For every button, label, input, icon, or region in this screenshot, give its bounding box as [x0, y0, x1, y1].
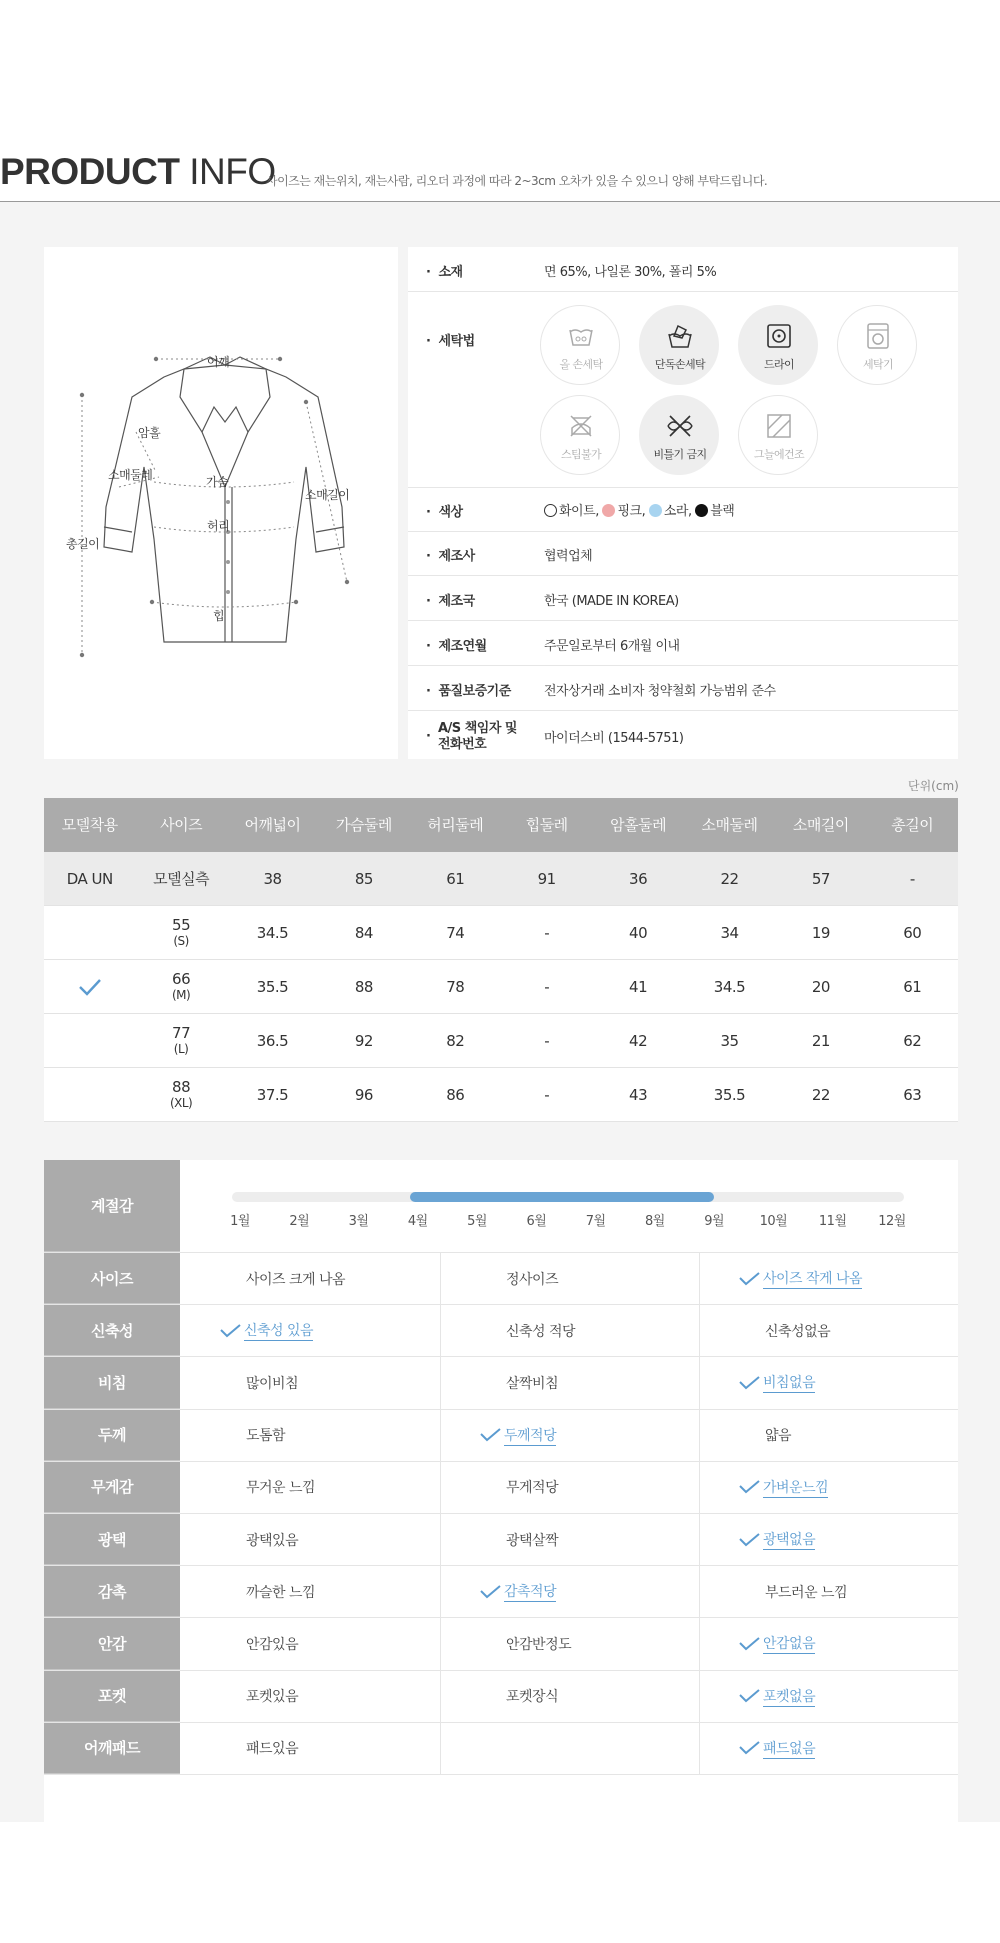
measure-cell: - — [544, 978, 550, 996]
divider — [440, 1305, 441, 1356]
month-label: 11월 — [818, 1214, 847, 1229]
wash-separate — [639, 305, 719, 385]
model-cell: DA UN — [66, 870, 113, 888]
wash-shade-dry-label: 그늘에건조 — [753, 448, 805, 461]
feature-option-selected — [739, 1514, 948, 1565]
season-row — [44, 1160, 958, 1253]
option-text: 패드있음 — [246, 1741, 299, 1758]
wash-shade-dry — [738, 395, 818, 475]
wash-no-wring — [639, 395, 719, 475]
measure-cell: 43 — [629, 1086, 648, 1104]
check-icon — [739, 1741, 761, 1755]
measure-cell: 40 — [629, 924, 648, 942]
header-cell: 어깨넓이 — [244, 816, 301, 834]
size-value: 66 — [172, 970, 191, 988]
feature-row — [44, 1671, 958, 1723]
option-text: 비침없음 — [763, 1372, 815, 1393]
feature-option — [246, 1723, 455, 1774]
wash-dry — [738, 305, 818, 385]
header-cell: 암홀둘레 — [610, 816, 667, 834]
size-row — [44, 906, 958, 960]
feature-option-selected — [739, 1671, 948, 1722]
no-steam-icon — [567, 412, 595, 440]
option-text: 신축성 적당 — [506, 1323, 576, 1340]
label-total-length: 총길이 — [66, 537, 100, 551]
check-icon — [739, 1376, 761, 1390]
feature-row — [44, 1723, 958, 1775]
check-icon — [739, 1637, 761, 1651]
product-info-header — [0, 150, 1000, 202]
size-cell — [135, 960, 226, 1014]
header-cell: 모델착용 — [61, 816, 118, 834]
divider — [699, 1410, 700, 1461]
date-label: · 제조연월 — [426, 635, 487, 654]
as-label-line1: A/S 책임자 및 — [438, 721, 517, 736]
option-text: 광택살짝 — [506, 1532, 559, 1549]
feature-label: 어깨패드 — [44, 1723, 180, 1774]
feature-option-selected — [739, 1253, 948, 1304]
month-label: 3월 — [348, 1214, 369, 1229]
date-value: 주문일로부터 6개월 이내 — [544, 639, 680, 654]
color-label: · 색상 — [426, 501, 463, 520]
header-cell: 허리둘레 — [427, 816, 484, 834]
size-row — [44, 1068, 958, 1122]
measure-cell: 19 — [811, 924, 830, 942]
season-range-fill — [410, 1192, 714, 1202]
measure-cell: 62 — [903, 1032, 922, 1050]
month-label: 10월 — [759, 1214, 788, 1229]
feature-label: 포켓 — [44, 1671, 180, 1722]
feature-option — [765, 1410, 974, 1461]
size-cell — [135, 1014, 226, 1068]
divider — [699, 1566, 700, 1617]
measure-cell: 20 — [811, 978, 830, 996]
washing-machine-icon — [864, 322, 892, 350]
as-label: · A/S 책임자 및 전화번호 — [426, 721, 517, 752]
unit-label: 단위(cm) — [908, 779, 959, 793]
quality-row — [408, 666, 958, 711]
label-sleeve-hem: 소매둘레 — [108, 468, 153, 482]
option-text: 가벼운느낌 — [763, 1477, 828, 1498]
info-panel — [0, 202, 1000, 1822]
swatch-sky — [649, 504, 662, 517]
size-row — [44, 1014, 958, 1068]
material-row — [408, 247, 958, 292]
title-bold: PRODUCT — [0, 151, 180, 192]
label-shoulder: 어깨 — [207, 355, 230, 369]
option-text: 패드없음 — [763, 1738, 815, 1759]
measure-cell: 84 — [354, 924, 373, 942]
size-value: 77 — [172, 1024, 191, 1042]
option-text: 부드러운 느낌 — [765, 1584, 848, 1601]
country-row — [408, 576, 958, 621]
feature-option — [765, 1566, 974, 1617]
feature-option — [246, 1671, 455, 1722]
country-value: 한국 (MADE IN KOREA) — [544, 594, 679, 609]
header-cell: 총길이 — [891, 816, 934, 834]
feature-option — [246, 1253, 455, 1304]
washing-row — [408, 292, 958, 488]
check-icon — [220, 1324, 242, 1338]
check-icon — [480, 1585, 502, 1599]
model-cell: 38 — [263, 870, 282, 888]
model-cell: 61 — [446, 870, 465, 888]
material-label: · 소재 — [426, 261, 463, 280]
model-cell: 85 — [354, 870, 373, 888]
feature-label: 신축성 — [44, 1305, 180, 1356]
swatch-black — [695, 504, 708, 517]
wash-hand-label: 올 손세탁 — [559, 358, 603, 371]
wash-separate-label: 단독손세탁 — [654, 358, 706, 371]
wash-no-wring-label: 비틀기 금지 — [653, 448, 707, 461]
season-label: 계절감 — [44, 1160, 180, 1252]
feature-option — [246, 1566, 455, 1617]
quality-label: · 품질보증기준 — [426, 680, 511, 699]
model-cell: 91 — [537, 870, 556, 888]
feature-option-selected — [220, 1305, 429, 1356]
measure-cell: - — [544, 1086, 550, 1104]
feature-row — [44, 1410, 958, 1462]
maker-value: 협력업체 — [544, 549, 593, 564]
feature-row — [44, 1305, 958, 1357]
maker-label: · 제조사 — [426, 545, 475, 564]
color-sky: 소라 — [663, 504, 688, 519]
as-row — [408, 711, 958, 759]
material-value: 면 65%, 나일론 30%, 폴리 5% — [544, 265, 717, 280]
wash-machine-label: 세탁기 — [862, 358, 894, 371]
model-cell: - — [909, 870, 915, 888]
feature-option — [506, 1671, 715, 1722]
feature-label: 안감 — [44, 1618, 180, 1669]
date-row — [408, 621, 958, 666]
option-text: 광택있음 — [246, 1532, 299, 1549]
feature-option-selected — [739, 1357, 948, 1408]
option-text: 도톰함 — [246, 1428, 286, 1445]
month-label: 6월 — [526, 1214, 547, 1229]
color-values: 화이트, 핑크, 소라, 블랙 — [544, 500, 734, 519]
model-wear-cell — [44, 960, 135, 1014]
size-value: 88 — [172, 1078, 191, 1096]
feature-option — [246, 1410, 455, 1461]
option-text: 안감반정도 — [506, 1636, 572, 1653]
check-icon — [480, 1428, 502, 1442]
feature-label: 무게감 — [44, 1462, 180, 1513]
wash-no-steam — [540, 395, 620, 475]
feature-label: 두께 — [44, 1410, 180, 1461]
swatch-pink — [602, 504, 615, 517]
option-text: 포켓있음 — [246, 1689, 299, 1706]
measure-cell: 35.5 — [256, 978, 289, 996]
feature-row — [44, 1253, 958, 1305]
color-row — [408, 488, 958, 532]
feature-option — [765, 1305, 974, 1356]
option-text: 안감있음 — [246, 1636, 299, 1653]
measure-cell: 35.5 — [713, 1086, 746, 1104]
option-text: 광택없음 — [763, 1529, 815, 1550]
model-cell: 57 — [811, 870, 830, 888]
color-black: 블랙 — [710, 504, 735, 519]
measure-cell: 82 — [446, 1032, 465, 1050]
wash-dry-label: 드라이 — [763, 358, 795, 371]
header-cell: 가슴둘레 — [335, 816, 392, 834]
measure-cell: 34 — [720, 924, 739, 942]
measure-cell: 96 — [354, 1086, 373, 1104]
feature-row — [44, 1618, 958, 1670]
quality-value: 전자상거래 소비자 청약철회 가능범위 준수 — [544, 684, 776, 699]
garment-figure — [44, 247, 398, 759]
measure-cell: 34.5 — [256, 924, 289, 942]
model-cell: 모델실측 — [153, 870, 210, 888]
header-cell: 소매길이 — [792, 816, 849, 834]
measure-cell: 92 — [354, 1032, 373, 1050]
month-label: 8월 — [644, 1214, 665, 1229]
measure-cell: 22 — [811, 1086, 830, 1104]
feature-option-selected — [739, 1462, 948, 1513]
feature-label: 감촉 — [44, 1566, 180, 1617]
measure-cell: 60 — [903, 924, 922, 942]
option-text: 사이즈 크게 나옴 — [246, 1271, 346, 1288]
feature-option — [506, 1462, 715, 1513]
size-table-header — [44, 798, 958, 852]
wash-machine — [837, 305, 917, 385]
check-icon — [739, 1689, 761, 1703]
feature-option-selected — [480, 1566, 689, 1617]
header-cell: 소매둘레 — [701, 816, 758, 834]
month-label: 12월 — [878, 1214, 906, 1229]
label-armhole: 암홀 — [138, 426, 161, 440]
maker-row — [408, 532, 958, 576]
option-text: 무거운 느낌 — [246, 1480, 316, 1497]
model-wear-cell — [44, 1068, 135, 1122]
swatch-white — [544, 504, 557, 517]
option-text: 감촉적당 — [504, 1581, 556, 1602]
option-text: 포켓없음 — [763, 1686, 815, 1707]
color-pink: 핑크 — [617, 504, 642, 519]
as-value: 마이더스비 (1544-5751) — [544, 731, 684, 746]
measure-cell: 88 — [354, 978, 373, 996]
size-row — [44, 960, 958, 1014]
measure-cell: 35 — [720, 1032, 739, 1050]
size-sub: (S) — [173, 934, 189, 948]
feature-label: 비침 — [44, 1357, 180, 1408]
wash-no-steam-label: 스팀불가 — [560, 448, 602, 461]
check-icon — [739, 1480, 761, 1494]
month-label: 2월 — [289, 1214, 310, 1229]
separate-hand-wash-icon — [666, 322, 694, 350]
feature-option-selected — [480, 1410, 689, 1461]
feature-option — [246, 1618, 455, 1669]
size-sub: (XL) — [169, 1096, 193, 1110]
page-title — [0, 150, 276, 194]
month-label: 1월 — [230, 1214, 250, 1229]
feature-label: 광택 — [44, 1514, 180, 1565]
size-cell — [135, 906, 226, 960]
month-label: 4월 — [407, 1214, 428, 1229]
option-text: 많이비침 — [246, 1375, 299, 1392]
measure-cell: 63 — [903, 1086, 922, 1104]
feature-label: 사이즈 — [44, 1253, 180, 1304]
option-text: 까슬한 느낌 — [246, 1584, 316, 1601]
shade-dry-icon — [765, 412, 793, 440]
label-sleeve-length: 소매길이 — [305, 488, 350, 502]
feature-option-selected — [739, 1723, 948, 1774]
wash-hand — [540, 305, 620, 385]
measure-cell: 86 — [446, 1086, 465, 1104]
measure-cell: 34.5 — [713, 978, 746, 996]
title-light: INFO — [189, 151, 276, 192]
check-icon — [739, 1533, 761, 1547]
feature-row — [44, 1566, 958, 1618]
label-hip: 힙 — [213, 609, 225, 623]
feature-option-selected — [739, 1618, 948, 1669]
feature-option — [506, 1514, 715, 1565]
feature-row — [44, 1514, 958, 1566]
check-icon — [739, 1272, 761, 1286]
option-text: 신축성 있음 — [244, 1320, 313, 1341]
shirt-drawing — [44, 247, 398, 759]
feature-option — [506, 1357, 715, 1408]
feature-option — [506, 1305, 715, 1356]
measure-cell: - — [544, 1032, 550, 1050]
option-text: 살짝비침 — [506, 1375, 559, 1392]
measure-cell: 21 — [811, 1032, 830, 1050]
measure-cell: 37.5 — [256, 1086, 289, 1104]
feature-row — [44, 1462, 958, 1514]
option-text: 얇음 — [765, 1428, 792, 1445]
label-waist: 허리 — [207, 519, 230, 533]
model-wear-cell — [44, 1014, 135, 1068]
feature-option — [506, 1253, 715, 1304]
label-chest: 가슴 — [206, 475, 229, 489]
option-text: 무게적당 — [506, 1480, 559, 1497]
washing-label: · 세탁법 — [426, 330, 475, 349]
model-cell: 36 — [629, 870, 648, 888]
measure-cell: 42 — [629, 1032, 648, 1050]
feature-option — [246, 1357, 455, 1408]
option-text: 두께적당 — [504, 1425, 556, 1446]
feature-option — [246, 1462, 455, 1513]
check-icon — [78, 978, 102, 996]
measure-cell: 74 — [446, 924, 465, 942]
measure-cell: 78 — [446, 978, 465, 996]
header-cell: 힙둘레 — [525, 816, 568, 834]
feature-option — [246, 1514, 455, 1565]
feature-row — [44, 1357, 958, 1409]
option-text: 안감없음 — [763, 1633, 815, 1654]
size-sub: (L) — [173, 1042, 189, 1056]
color-white: 화이트 — [559, 504, 596, 519]
header-cell: 사이즈 — [160, 816, 203, 834]
measure-cell: 41 — [629, 978, 648, 996]
product-details — [408, 247, 958, 759]
size-value: 55 — [172, 916, 191, 934]
measure-cell: 36.5 — [256, 1032, 289, 1050]
country-label: · 제조국 — [426, 590, 475, 609]
measure-cell: - — [544, 924, 550, 942]
feature-table — [44, 1160, 958, 1943]
option-text: 포켓장식 — [506, 1689, 559, 1706]
size-cell — [135, 1068, 226, 1122]
feature-option — [506, 1618, 715, 1669]
hand-wash-icon — [567, 322, 595, 350]
size-sub: (M) — [171, 988, 191, 1002]
month-label: 7월 — [585, 1214, 606, 1229]
month-label: 9월 — [704, 1214, 725, 1229]
option-text: 사이즈 작게 나옴 — [763, 1268, 862, 1289]
as-label-line2: 전화번호 — [438, 737, 487, 752]
size-note: 사이즈는 재는위치, 재는사람, 리오더 과정에 따라 2~3cm 오차가 있을 수 있으니 양해 부탁드립니다. — [266, 174, 768, 188]
model-cell: 22 — [720, 870, 739, 888]
option-text: 신축성없음 — [765, 1323, 831, 1340]
option-text: 정사이즈 — [506, 1271, 559, 1288]
month-label: 5월 — [467, 1214, 487, 1229]
measure-cell: 61 — [903, 978, 922, 996]
no-wring-icon — [666, 412, 694, 440]
model-wear-cell — [44, 906, 135, 960]
feature-option — [506, 1723, 715, 1774]
model-measure-row — [44, 852, 958, 906]
dry-clean-icon — [765, 322, 793, 350]
